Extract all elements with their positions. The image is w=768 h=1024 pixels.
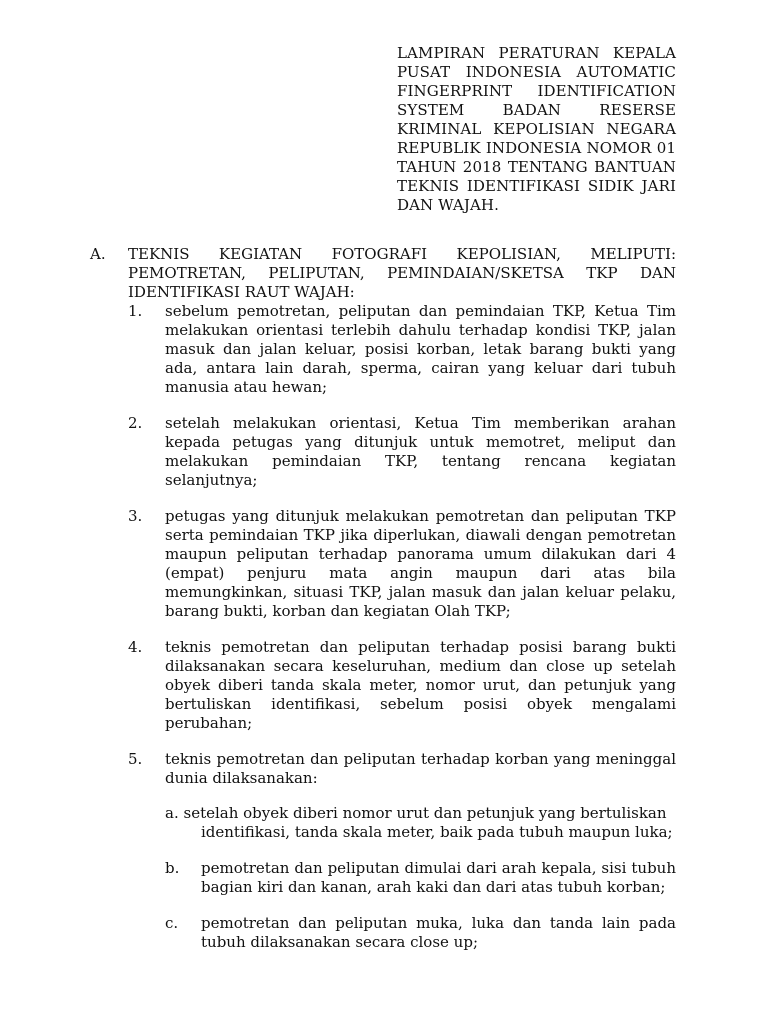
header-line: FINGERPRINT IDENTIFICATION (397, 82, 676, 100)
header-line: SYSTEM BADAN RESERSE (397, 101, 676, 119)
item-number: 5. (128, 750, 143, 768)
sub-item-text-continued: identifikasi, tanda skala meter, baik pada tubuh maupun luka; (201, 823, 673, 841)
sub-list-item (165, 914, 676, 952)
header-line: LAMPIRAN PERATURAN KEPALA (397, 44, 676, 62)
sub-item-marker: a. (165, 804, 179, 822)
list-item (128, 507, 676, 621)
section-marker: A. (90, 245, 106, 263)
header-line: PUSAT INDONESIA AUTOMATIC (397, 63, 676, 81)
header-line: TEKNIS IDENTIFIKASI SIDIK JARI (397, 177, 676, 195)
section-heading: TEKNIS KEGIATAN FOTOGRAFI KEPOLISIAN, MELIPUTI: PEMOTRETAN, PELIPUTAN, PEMINDAIAN/SKETSA TKP DAN IDENTIFIKASI RAUT WAJAH: (128, 245, 676, 301)
header-line: TAHUN 2018 TENTANG BANTUAN (397, 158, 676, 176)
list-item (128, 302, 676, 397)
sub-item-text: pemotretan dan peliputan dimulai dari arah kepala, sisi tubuh bagian kiri dan kanan, arah kaki dan dari atas tubuh korban; (201, 859, 676, 896)
header-line: KRIMINAL KEPOLISIAN NEGARA (397, 120, 676, 138)
item-text: setelah melakukan orientasi, Ketua Tim memberikan arahan kepada petugas yang ditunjuk untuk memotret, meliput dan melakukan pemindaian TKP, tentang rencana kegiatan selanjutnya; (165, 414, 676, 489)
list-item (128, 750, 676, 952)
sub-item-text: pemotretan dan peliputan muka, luka dan tanda lain pada tubuh dilaksanakan secara close up; (201, 914, 676, 951)
item-text: teknis pemotretan dan peliputan terhadap posisi barang bukti dilaksanakan secara keseluruhan, medium dan close up setelah obyek diberi tanda skala meter, nomor urut, dan petunjuk yang bertuliskan identifikasi, sebelum posisi obyek mengalami perubahan; (165, 638, 676, 732)
list-item (128, 638, 676, 733)
header-line: REPUBLIK INDONESIA NOMOR 01 (397, 139, 676, 157)
item-text: teknis pemotretan dan peliputan terhadap korban yang meninggal dunia dilaksanakan: (165, 750, 676, 787)
sub-item-marker: c. (165, 914, 179, 932)
sub-list-item (165, 859, 676, 897)
sub-list-item (165, 804, 676, 842)
item-number: 1. (128, 302, 143, 320)
item-text: petugas yang ditunjuk melakukan pemotretan dan peliputan TKP serta pemindaian TKP jika diperlukan, diawali dengan pemotretan maupun peliputan terhadap panorama umum dilakukan dari 4 (empat) penjuru mata angin maupun dari atas bila memungkinkan, situasi TKP, jalan masuk dan jalan keluar pelaku, barang bukti, korban dan kegiatan Olah TKP; (165, 507, 676, 620)
sub-list (165, 804, 676, 952)
header-line: DAN WAJAH. (397, 196, 499, 214)
list-item (128, 414, 676, 490)
sub-item-text: setelah obyek diberi nomor urut dan petunjuk yang bertuliskan (183, 804, 667, 822)
numbered-list (90, 302, 676, 952)
item-text: sebelum pemotretan, peliputan dan pemindaian TKP, Ketua Tim melakukan orientasi terlebih dahulu terhadap kondisi TKP, jalan masuk dan jalan keluar, posisi korban, letak barang bukti yang ada, antara lain darah, sperma, cairan yang keluar dari tubuh manusia atau hewan; (165, 302, 676, 396)
item-number: 2. (128, 414, 143, 432)
section-a (90, 245, 676, 952)
attachment-header (397, 44, 676, 215)
sub-item-marker: b. (165, 859, 180, 877)
item-number: 4. (128, 638, 143, 656)
item-number: 3. (128, 507, 143, 525)
